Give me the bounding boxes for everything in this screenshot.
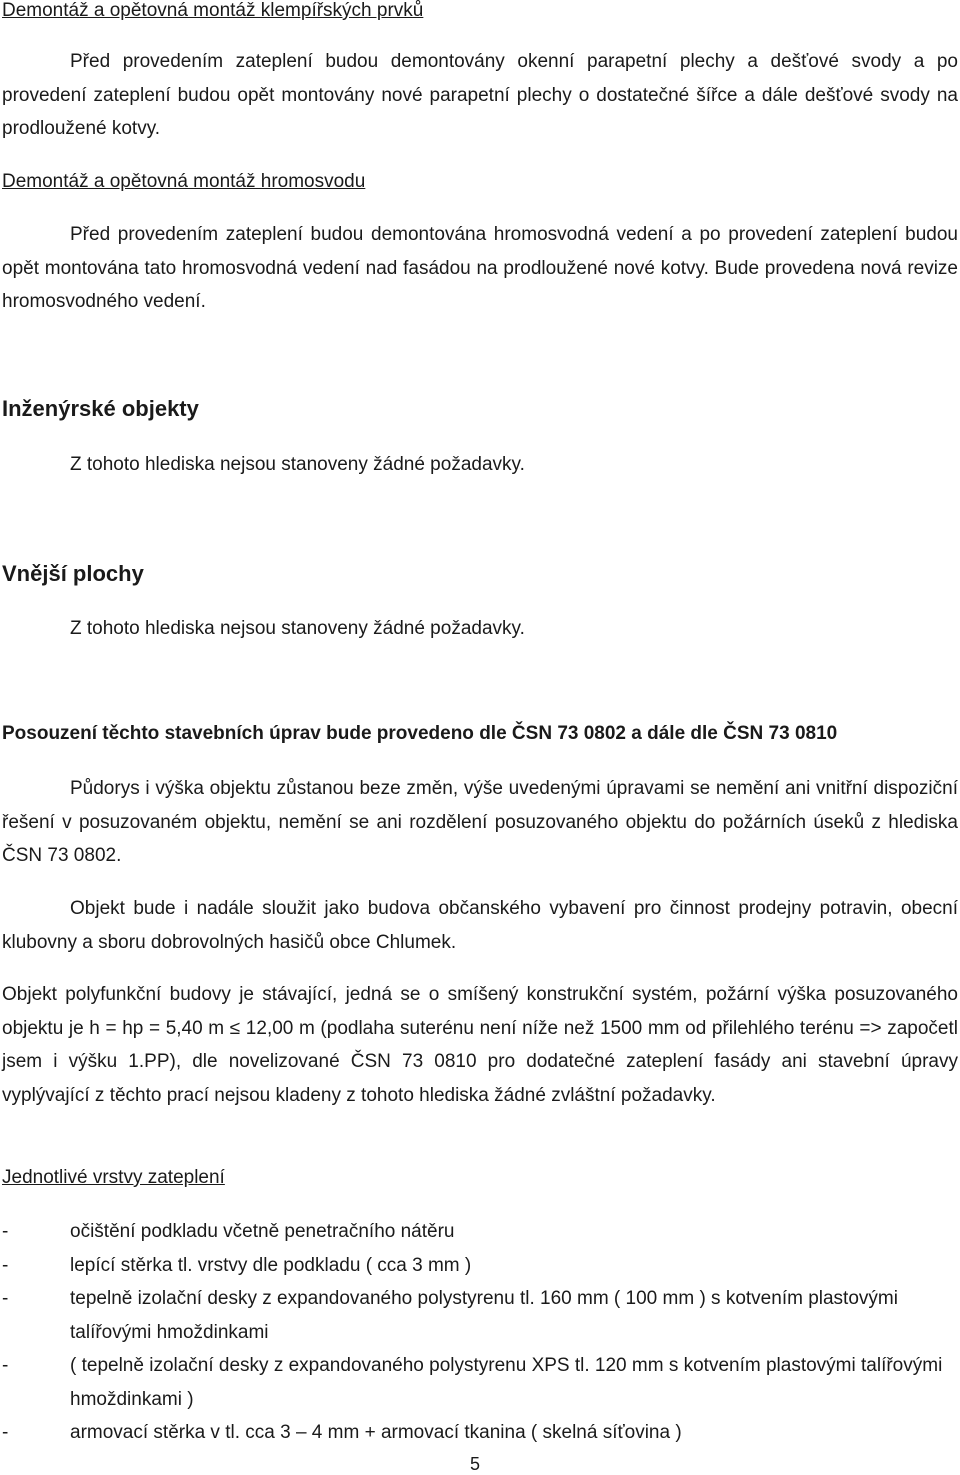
heading-posouzeni: Posouzení těchto stavebních úprav bude provedeno dle ČSN 73 0802 a dále dle ČSN 73 0810: [2, 723, 838, 744]
paragraph-objekt-bude: [2, 892, 958, 959]
heading-klempirske-prvky: Demontáž a opětovná montáž klempířských prvků: [2, 0, 424, 21]
list-item: [0, 1282, 958, 1349]
list-item: [0, 1416, 958, 1450]
list-vrstvy-zatepleni: [0, 1215, 958, 1450]
paragraph-klempirske-prvky-text: Před provedením zateplení budou demontovány okenní parapetní plechy a dešťové svody a po provedení zateplení budou opět montovány nové parapetní plechy o dostatečné šířce a dále dešťové svody na prodloužené kotvy.: [2, 51, 958, 139]
paragraph-pudorys-text: Půdorys i výška objektu zůstanou beze změn, výše uvedenými úpravami se nemění ani vnitřní dispoziční řešení v posuzovaném objektu, nemění se ani rozdělení posuzovaného objektu do požárních úseků z hlediska ČSN 73 0802.: [2, 778, 958, 866]
list-item-text: lepící stěrka tl. vrstvy dle podkladu ( cca 3 mm ): [70, 1254, 472, 1276]
text-vnejsi-plochy: Z tohoto hlediska nejsou stanoveny žádné požadavky.: [70, 618, 525, 639]
paragraph-objekt-bude-text: Objekt bude i nadále sloužit jako budova občanského vybavení pro činnost prodejny potravin, obecní klubovny a sboru dobrovolných hasičů obce Chlumek.: [2, 898, 958, 953]
list-item: [0, 1249, 958, 1283]
heading-vrstvy-zatepleni: Jednotlivé vrstvy zateplení: [2, 1167, 225, 1188]
paragraph-klempirske-prvky: [2, 45, 958, 146]
list-dash: -: [2, 1288, 9, 1309]
list-item-text: tepelně izolační desky z expandovaného polystyrenu tl. 160 mm ( 100 mm ) s kotvením plastovými talířovými hmoždinkami: [70, 1288, 898, 1343]
list-item: [0, 1349, 958, 1416]
heading-vnejsi-plochy: Vnější plochy: [2, 561, 144, 586]
heading-inzenyrske-objekty: Inženýrské objekty: [2, 396, 199, 421]
list-item: [0, 1215, 958, 1249]
paragraph-polyfunkcni: Objekt polyfunkční budovy je stávající, jedná se o smíšený konstrukční systém, požární výška posuzovaného objektu je h = hp = 5,40 m ≤ 12,00 m (podlaha suterénu není níže než 1500 mm od přilehlého terénu => započetl jsem i výšku 1.PP), dle novelizované ČSN 73 0810 pro dodatečné zateplení fasády ani stavební úpravy vyplývající z těchto prací nejsou kladeny z tohoto hlediska žádné zvláštní požadavky.: [2, 984, 958, 1106]
list-item-text: ( tepelně izolační desky z expandovaného polystyrenu XPS tl. 120 mm s kotvením plastovými talířovými hmoždinkami ): [70, 1355, 943, 1410]
paragraph-pudorys: [2, 772, 958, 873]
list-dash: -: [2, 1254, 9, 1276]
list-dash: -: [2, 1355, 9, 1376]
page-number: 5: [470, 1454, 481, 1474]
paragraph-hromosvod-text: Před provedením zateplení budou demontována hromosvodná vedení a po provedení zateplení budou opět montována tato hromosvodná vedení nad fasádou na prodloužené nové kotvy. Bude provedena nová revize hromosvodného vedení.: [2, 224, 958, 312]
list-item-text: armovací stěrka v tl. cca 3 – 4 mm + armovací tkanina ( skelná síťovina ): [70, 1422, 682, 1443]
list-item-text: očištění podkladu včetně penetračního nátěru: [70, 1221, 455, 1242]
heading-hromosvod: Demontáž a opětovná montáž hromosvodu: [2, 171, 366, 192]
list-dash: -: [2, 1221, 9, 1242]
list-dash: -: [2, 1422, 9, 1443]
paragraph-hromosvod: [2, 218, 958, 319]
text-inzenyrske-objekty: Z tohoto hlediska nejsou stanoveny žádné požadavky.: [70, 454, 525, 475]
